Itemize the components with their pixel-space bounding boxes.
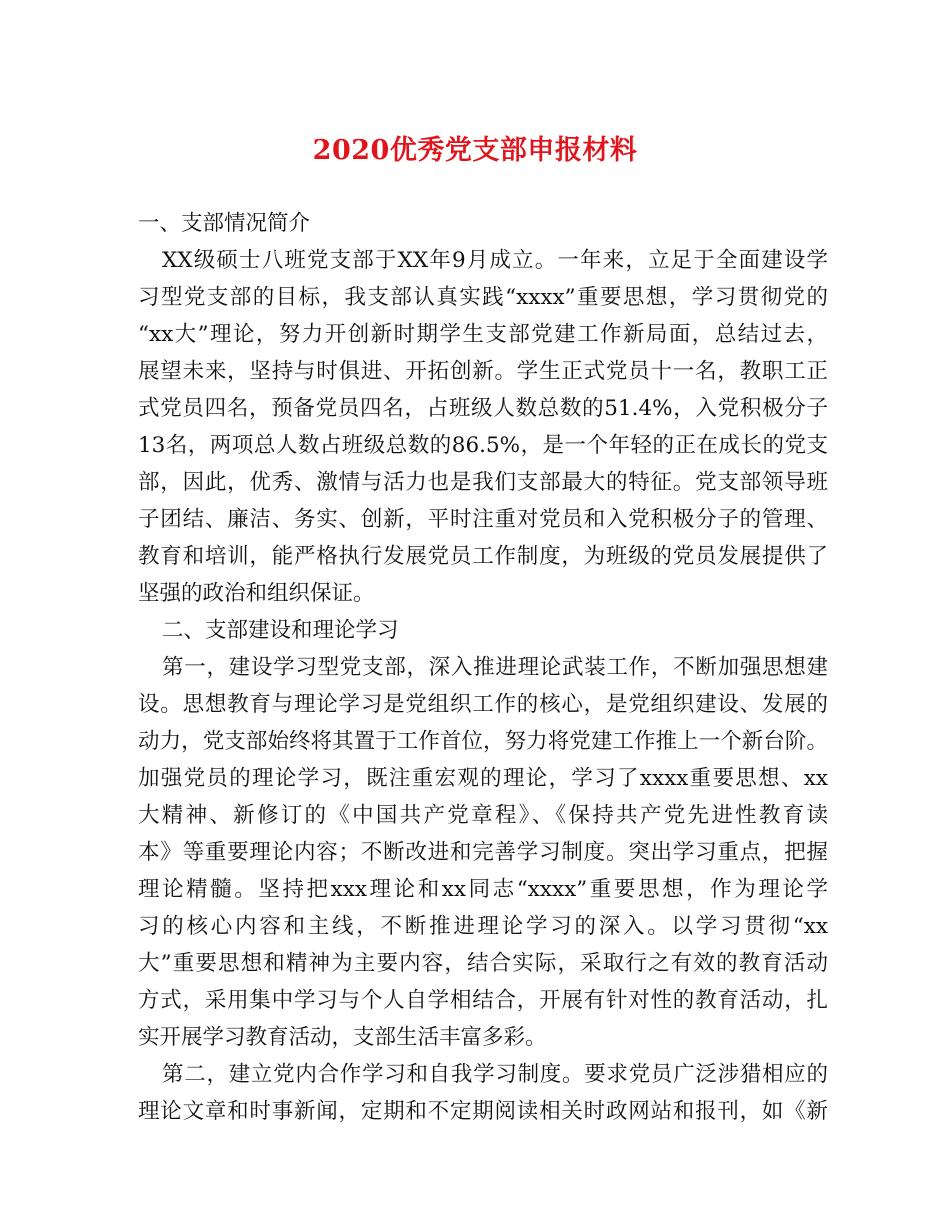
paragraph-line: 教育和培训，能严格执行发展党员工作制度，为班级的党员发展提供了 — [138, 544, 828, 569]
paragraph-line: 方式，采用集中学习与个人自学相结合，开展有针对性的教育活动，扎 — [138, 988, 828, 1013]
paragraph-line: “xx大”理论，努力开创新时期学生支部党建工作新局面，总结过去， — [138, 322, 828, 347]
paragraph-line: 13名，两项总人数占班级总数的86.5%，是一个年轻的正在成长的党支 — [138, 433, 828, 458]
section-heading-1: 一、支部情况简介 — [138, 211, 311, 236]
paragraph-line: 式党员四名，预备党员四名，占班级人数总数的51.4%，入党积极分子 — [138, 396, 828, 421]
paragraph-line: 加强党员的理论学习，既注重宏观的理论，学习了xxxx重要思想、xx — [138, 766, 828, 791]
paragraph-line: 设。思想教育与理论学习是党组织工作的核心，是党组织建设、发展的 — [138, 692, 828, 717]
paragraph-line: 子团结、廉洁、务实、创新，平时注重对党员和入党积极分子的管理、 — [138, 507, 828, 532]
paragraph-line: 动力，党支部始终将其置于工作首位，努力将党建工作推上一个新台阶。 — [138, 729, 828, 754]
paragraph-line: 部，因此，优秀、激情与活力也是我们支部最大的特征。党支部领导班 — [138, 470, 828, 495]
paragraph-line: 第二，建立党内合作学习和自我学习制度。要求党员广泛涉猎相应的 — [162, 1062, 828, 1087]
section-heading-2: 二、支部建设和理论学习 — [162, 618, 399, 643]
paragraph-line: 理论精髓。坚持把xxx理论和xx同志“xxxx”重要思想，作为理论学 — [138, 877, 828, 902]
paragraph-line: 本》等重要理论内容；不断改进和完善学习制度。突出学习重点，把握 — [138, 840, 828, 865]
paragraph-line: 第一，建设学习型党支部，深入推进理论武装工作，不断加强思想建 — [162, 655, 828, 680]
paragraph-line: 大精神、新修订的《中国共产党章程》、《保持共产党先进性教育读 — [138, 803, 828, 828]
paragraph-line: 实开展学习教育活动，支部生活丰富多彩。 — [138, 1025, 547, 1050]
paragraph-line: 习型党支部的目标，我支部认真实践“xxxx”重要思想，学习贯彻党的 — [138, 285, 828, 310]
paragraph-line: 大”重要思想和精神为主要内容，结合实际，采取行之有效的教育活动 — [138, 951, 828, 976]
paragraph-line: 习的核心内容和主线，不断推进理论学习的深入。以学习贯彻“xx — [138, 914, 828, 939]
paragraph-line: 理论文章和时事新闻，定期和不定期阅读相关时政网站和报刊，如《新 — [138, 1099, 828, 1124]
document-title: 2020优秀党支部申报材料 — [312, 135, 638, 166]
paragraph-line: 展望未来，坚持与时俱进、开拓创新。学生正式党员十一名，教职工正 — [138, 359, 828, 384]
paragraph-line: XX级硕士八班党支部于XX年9月成立。一年来，立足于全面建设学 — [162, 248, 828, 273]
paragraph-line: 坚强的政治和组织保证。 — [138, 581, 375, 606]
